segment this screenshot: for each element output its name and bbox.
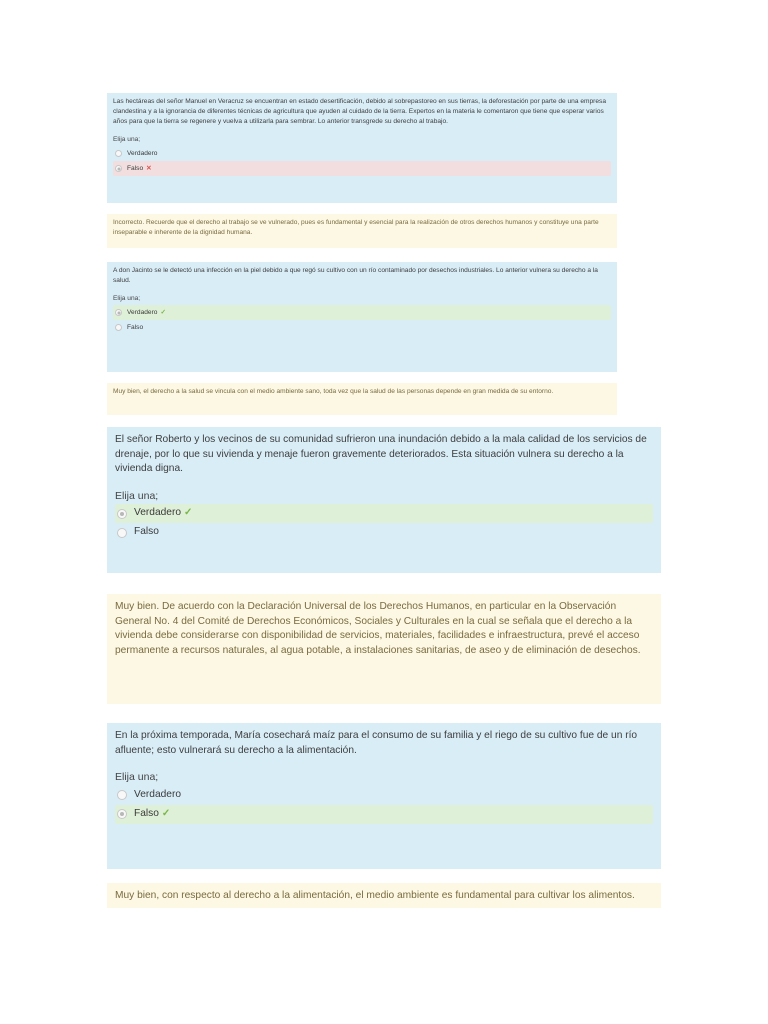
- option-falso[interactable]: [113, 161, 611, 176]
- option-label: Verdadero: [127, 308, 158, 316]
- radio-button[interactable]: [115, 150, 122, 157]
- option-label: Verdadero: [134, 507, 182, 519]
- option-verdadero[interactable]: [113, 146, 611, 161]
- question-card-4: [107, 723, 661, 869]
- radio-button[interactable]: [117, 809, 127, 819]
- choice-prompt: Elija una;: [113, 136, 141, 143]
- check-icon: ✓: [161, 807, 171, 819]
- option-label: Falso: [127, 164, 144, 172]
- choice-prompt: Elija una;: [115, 771, 159, 783]
- options-list: [115, 504, 653, 542]
- question-text: Las hectáreas del señor Manuel en Veracruz se encuentran en estado desertificación, debido al sobrepastoreo en sus tierras, la deforestación por parte de una empresa clandestina y a la ignorancia de diferentes técnicas de agricultura que ayuden al cuidado de la tierra. Expertos en la materia le comentaron que tiene que esperar varios años para que la tierra se regenere y vuelva a utilizarla para sembrar. Lo anterior transgrede su derecho al trabajo.: [113, 98, 607, 125]
- question-text: En la próxima temporada, María cosechará maíz para el consumo de su familia y el riego de su cultivo fue de un río afluente; esto vulnerará su derecho a la alimentación.: [115, 730, 638, 756]
- check-icon: ✓: [160, 308, 166, 316]
- option-label: Falso: [127, 323, 144, 331]
- feedback-card-4: [107, 883, 661, 908]
- option-verdadero[interactable]: [115, 786, 653, 805]
- check-icon: ✓: [184, 507, 193, 519]
- feedback-card-3: [107, 594, 661, 704]
- question-card-3: [107, 427, 661, 573]
- option-verdadero[interactable]: [113, 305, 611, 320]
- feedback-card-2: [107, 383, 617, 415]
- question-card-1: [107, 93, 617, 203]
- feedback-text: Muy bien, el derecho a la salud se vincula con el medio ambiente sano, toda vez que la salud de las personas depende en gran medida de su entorno.: [113, 388, 554, 395]
- option-falso[interactable]: [115, 805, 653, 824]
- radio-button[interactable]: [115, 324, 122, 331]
- option-verdadero[interactable]: [115, 504, 653, 523]
- radio-button[interactable]: [117, 509, 127, 519]
- radio-button[interactable]: [117, 528, 127, 538]
- radio-button[interactable]: [117, 790, 127, 800]
- feedback-card-1: [107, 214, 617, 248]
- options-list: [115, 786, 653, 824]
- options-list: [113, 305, 611, 335]
- feedback-text: Muy bien, con respecto al derecho a la alimentación, el medio ambiente es fundamental para cultivar los alimentos.: [115, 890, 635, 901]
- choice-prompt: Elija una;: [113, 295, 141, 302]
- option-label: Verdadero: [134, 788, 182, 800]
- option-falso[interactable]: [113, 320, 611, 335]
- options-list: [113, 146, 611, 176]
- option-label: Verdadero: [127, 149, 158, 157]
- feedback-text: Muy bien. De acuerdo con la Declaración Universal de los Derechos Humanos, en particular en la Observación General No. 4 del Comité de Derechos Económicos, Sociales y Culturales en la cual se señala que el derecho a la vivienda debe considerarse con disponibilidad de servicios, materiales, facilidades e infraestructura, prevé el acceso permanente a recursos naturales, al agua potable, a instalaciones sanitarias, de aseo y de eliminación de desechos.: [115, 601, 641, 656]
- choice-prompt: Elija una;: [115, 489, 159, 502]
- question-card-2: [107, 262, 617, 372]
- option-falso[interactable]: [115, 523, 653, 542]
- radio-button[interactable]: [115, 309, 122, 316]
- feedback-text: Incorrecto. Recuerde que el derecho al trabajo se ve vulnerado, pues es fundamental y esencial para la realización de otros derechos humanos y constituye una parte inseparable e inherente de la dignidad humana.: [113, 219, 599, 236]
- incorrect-icon: ✕: [146, 164, 152, 172]
- question-text: A don Jacinto se le detectó una infección en la piel debido a que regó su cultivo con un río contaminado por desechos industriales. Lo anterior vulnera su derecho a la salud.: [113, 267, 598, 284]
- option-label: Falso: [134, 807, 159, 819]
- option-label: Falso: [134, 526, 159, 538]
- question-text: El señor Roberto y los vecinos de su comunidad sufrieron una inundación debido a la mala calidad de los servicios de drenaje, por lo que su vivienda y menaje fueron gravemente deteriorados. Esta situación vulnera su derecho a la vivienda digna.: [115, 434, 647, 474]
- radio-button[interactable]: [115, 165, 122, 172]
